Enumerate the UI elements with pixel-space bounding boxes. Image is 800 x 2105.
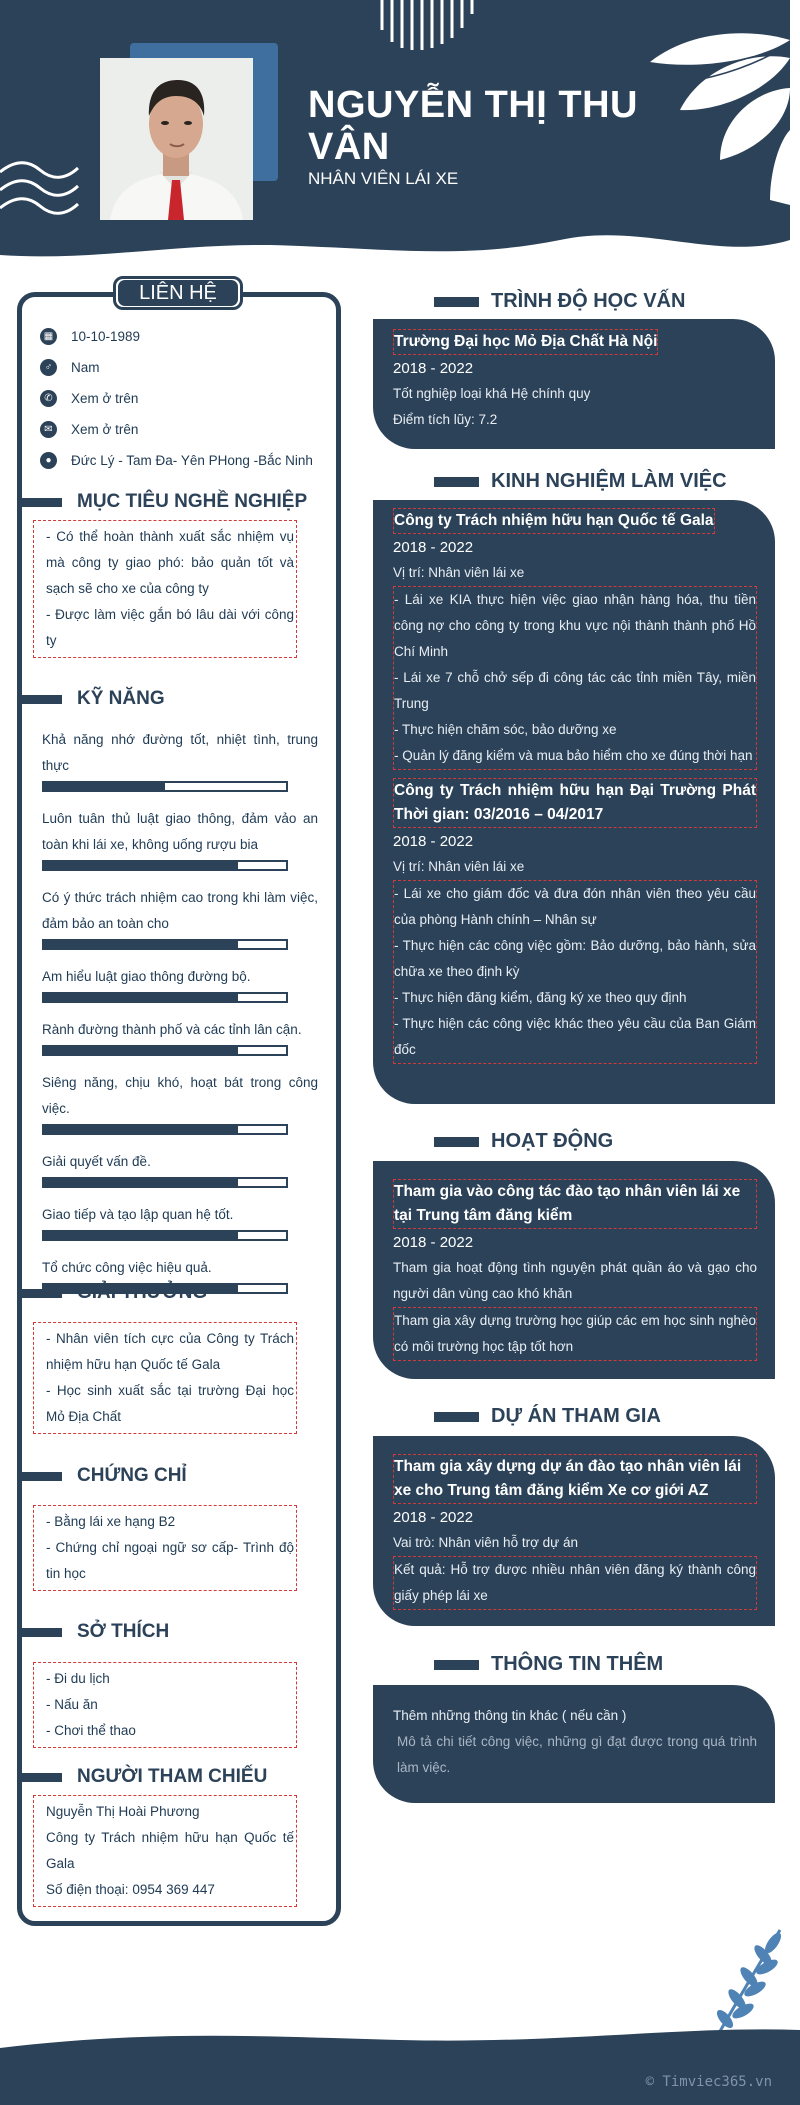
job-years: 2018 - 2022	[393, 539, 474, 556]
activity-line: Tham gia hoạt động tình nguyện phát quần áo và gạo cho người dân vùng cao khó khăn	[393, 1260, 757, 1301]
education-school: Trường Đại học Mỏ Địa Chất Hà Nội	[393, 329, 658, 355]
skill-label: Tổ chức công việc hiệu quả.	[42, 1260, 212, 1275]
certificates-box: - Bằng lái xe hạng B2 - Chứng chỉ ngoại ngữ sơ cấp- Trình độ tin học	[33, 1505, 297, 1591]
skill-label: Luôn tuân thủ luật giao thông, đảm vảo an toàn khi lái xe, không uống rượu bia	[42, 811, 318, 852]
objective-section-title: MỤC TIÊU NGHỀ NGHIỆP	[22, 491, 307, 513]
contact-email: ✉ Xem ở trên	[40, 414, 330, 445]
skill-level-bar	[42, 781, 288, 792]
skill-label: Rành đường thành phố và các tỉnh lân cận.	[42, 1022, 302, 1037]
skill-level-bar	[42, 1230, 288, 1241]
profile-photo	[100, 58, 253, 220]
footer-watermark: © Timviec365.vn	[645, 2074, 772, 2090]
hobbies-section-title: SỞ THÍCH	[22, 1621, 169, 1643]
skills-list	[42, 727, 318, 1308]
skill-level-fill	[44, 994, 238, 1001]
activity-heading: Tham gia vào công tác đào tạo nhân viên lái xe tại Trung tâm đăng kiểm	[393, 1179, 757, 1229]
projects-card	[373, 1436, 775, 1626]
skill-level-bar	[42, 1045, 288, 1056]
skill-level-bar	[42, 860, 288, 871]
hobbies-box: - Đi du lịch - Nấu ăn - Chơi thể thao	[33, 1662, 297, 1748]
job-position: Vị trí: Nhân viên lái xe	[393, 859, 525, 874]
skill-level-bar	[42, 992, 288, 1003]
skill-label: Giao tiếp và tạo lập quan hệ tốt.	[42, 1207, 234, 1222]
location-pin-icon: ●	[40, 452, 57, 469]
cv-header	[0, 0, 800, 270]
project-years: 2018 - 2022	[393, 1509, 474, 1526]
activities-card	[373, 1161, 775, 1379]
certificates-section-title: CHỨNG CHỈ	[22, 1465, 187, 1487]
job-years: 2018 - 2022	[393, 833, 474, 850]
contact-gender: ♂ Nam	[40, 352, 330, 383]
objective-box: - Có thể hoàn thành xuất sắc nhiệm vụ mà công ty giao phó: bảo quản tốt và sạch sẽ cho xe của công ty - Được làm việc gắn bó lâu dài với công ty	[33, 520, 297, 658]
job-position: Vị trí: Nhân viên lái xe	[393, 565, 525, 580]
experience-card	[373, 500, 775, 1104]
education-card	[373, 319, 775, 449]
contact-list	[40, 321, 330, 476]
skill-level-fill	[44, 1126, 238, 1133]
activity-years: 2018 - 2022	[393, 1234, 474, 1251]
footer-background	[0, 2010, 800, 2105]
project-heading: Tham gia xây dựng dự án đào tạo nhân viên lái xe cho Trung tâm đăng kiểm Xe cơ giới AZ	[393, 1454, 757, 1504]
job-details: - Lái xe cho giám đốc và đưa đón nhân viên theo yêu cầu của phòng Hành chính – Nhân sự - Thực hiện các công việc gồm: Bảo dưỡng, bảo hành, sửa chữa xe theo định kỳ - Thực hiện đăng kiểm, đăng ký xe theo quy định - Thực hiện các công việc khác theo yêu cầu của Ban Giám đốc	[393, 880, 757, 1064]
awards-box: - Nhân viên tích cực của Công ty Trách nhiệm hữu hạn Quốc tế Gala - Học sinh xuất sắc tại trường Đại học Mỏ Địa Chất	[33, 1322, 297, 1434]
skill-item	[42, 727, 318, 792]
skill-item	[42, 806, 318, 871]
skill-label: Giải quyết vấn đề.	[42, 1154, 151, 1169]
extra-card	[373, 1685, 775, 1803]
skill-level-fill	[44, 783, 165, 790]
skills-section-title: KỸ NĂNG	[22, 688, 165, 710]
skill-item	[42, 1070, 318, 1135]
skill-label: Có ý thức trách nhiệm cao trong khi làm việc, đảm bảo an toàn cho	[42, 890, 318, 931]
skill-level-bar	[42, 1177, 288, 1188]
experience-section-title: KINH NGHIỆM LÀM VIỆC	[434, 470, 727, 493]
job-details: - Lái xe KIA thực hiện việc giao nhận hàng hóa, thu tiền công nợ cho công ty trong khu vực nội thành thành phố Hồ Chí Minh - Lái xe 7 chỗ chở sếp đi công tác các tỉnh miền Tây, miền Trung - Thực hiện chăm sóc, bảo dưỡng xe - Quản lý đăng kiểm và mua bảo hiểm cho xe đúng thời hạn	[393, 586, 757, 770]
calendar-icon: ▦	[40, 328, 57, 345]
contact-address: ● Đức Lý - Tam Đa- Yên PHong -Bắc Ninh	[40, 445, 330, 476]
skill-level-fill	[44, 1047, 238, 1054]
reference-box: Nguyễn Thị Hoài Phương Công ty Trách nhiệm hữu hạn Quốc tế Gala Số điện thoại: 0954 369 447	[33, 1795, 297, 1907]
job-title: NHÂN VIÊN LÁI XE	[308, 169, 459, 188]
activities-section-title: HOẠT ĐỘNG	[434, 1130, 613, 1153]
education-line: Tốt nghiệp loại khá Hệ chính quy	[393, 386, 591, 401]
extra-description: Mô tả chi tiết công việc, những gì đạt được trong quá trình làm việc.	[397, 1734, 757, 1775]
skill-level-fill	[44, 862, 238, 869]
skill-label: Am hiểu luật giao thông đường bộ.	[42, 969, 251, 984]
job-company: Công ty Trách nhiệm hữu hạn Quốc tế Gala	[393, 508, 715, 534]
skill-level-fill	[44, 1179, 238, 1186]
skill-level-bar	[42, 1124, 288, 1135]
skill-level-fill	[44, 941, 238, 948]
skill-item	[42, 1149, 318, 1188]
reference-section-title: NGƯỜI THAM CHIẾU	[22, 1766, 267, 1788]
job-company: Công ty Trách nhiệm hữu hạn Đại Trường Phát Thời gian: 03/2016 – 04/2017	[393, 778, 757, 828]
email-icon: ✉	[40, 421, 57, 438]
candidate-name: NGUYỄN THỊ THU VÂN	[308, 84, 638, 168]
skill-item	[42, 885, 318, 950]
contact-section-title: LIÊN HỆ	[113, 276, 243, 310]
skill-label: Siêng năng, chịu khó, hoạt bát trong công việc.	[42, 1075, 318, 1116]
skill-level-bar	[42, 939, 288, 950]
extra-section-title: THÔNG TIN THÊM	[434, 1653, 663, 1676]
skill-item	[42, 1017, 318, 1056]
projects-section-title: DỰ ÁN THAM GIA	[434, 1405, 661, 1428]
contact-phone: ✆ Xem ở trên	[40, 383, 330, 414]
gender-icon: ♂	[40, 359, 57, 376]
education-line: Điểm tích lũy: 7.2	[393, 412, 498, 427]
contact-birthday: ▦ 10-10-1989	[40, 321, 330, 352]
skill-item	[42, 964, 318, 1003]
phone-icon: ✆	[40, 390, 57, 407]
skill-label: Khả năng nhớ đường tốt, nhiệt tình, trung thực	[42, 732, 318, 773]
activity-line: Tham gia xây dựng trường học giúp các em học sinh nghèo có môi trường học tập tốt hơn	[393, 1307, 757, 1361]
education-years: 2018 - 2022	[393, 360, 474, 377]
extra-line: Thêm những thông tin khác ( nếu cần )	[393, 1708, 627, 1723]
skill-level-fill	[44, 1232, 238, 1239]
skill-item	[42, 1202, 318, 1241]
project-result: Kết quả: Hỗ trợ được nhiều nhân viên đăng ký thành công giấy phép lái xe	[393, 1556, 757, 1610]
awards-section-title: GIẢI THƯỞNG	[22, 1282, 207, 1304]
project-role: Vai trò: Nhân viên hỗ trợ dự án	[393, 1535, 578, 1550]
education-section-title: TRÌNH ĐỘ HỌC VẤN	[434, 290, 685, 313]
